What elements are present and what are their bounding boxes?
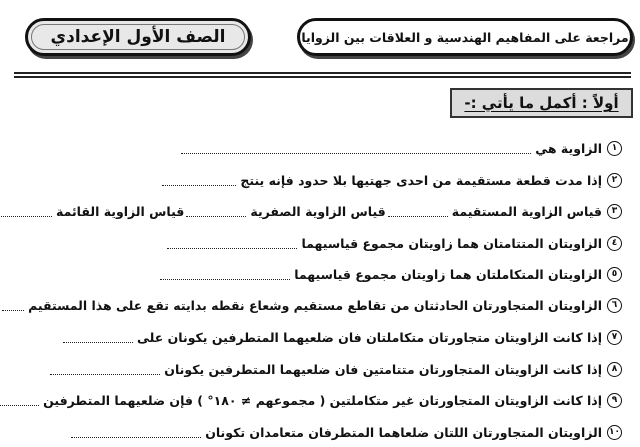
question-item-6 — [0, 295, 622, 315]
item-part-zero-angle: قياس الزاوية الصفرية — [250, 203, 386, 219]
topic-title-banner — [297, 18, 633, 56]
item-text: الزاويتان المتجاورتان الحادثتان من تقاطع مستقيم وشعاع نقطه بدايته تقع على هذا المستقيم — [28, 297, 602, 313]
answer-blank[interactable] — [0, 206, 52, 217]
question-item-2 — [160, 170, 622, 190]
item-number: ٦ — [607, 298, 622, 313]
question-item-1 — [179, 138, 622, 158]
item-part-straight-angle: قياس الزاوية المستقيمة — [451, 203, 602, 219]
answer-blank[interactable] — [162, 175, 236, 186]
item-number: ٤ — [607, 236, 622, 251]
section-heading-box — [450, 88, 633, 118]
grade-title: الصف الأول الإعدادي — [50, 27, 226, 47]
item-number: ٩ — [607, 393, 622, 408]
item-text: إذا كانت الزاويتان متجاورتان متكاملتان فان ضلعيهما المتطرفين يكونان على — [137, 329, 602, 345]
header-divider — [14, 72, 631, 74]
item-text: الزاويتان المتجاورتان اللتان ضلعاهما المتطرفان متعامدان تكونان — [205, 424, 602, 440]
question-item-8 — [48, 359, 622, 379]
answer-blank[interactable] — [186, 206, 246, 217]
item-number: ٥ — [607, 267, 622, 282]
section-title: أولاً : أكمل ما يأتي :- — [464, 94, 619, 112]
item-number: ١ — [607, 141, 622, 156]
item-number: ٣ — [607, 204, 622, 219]
item-text: إذا كانت الزاويتان المتجاورتان متتامتين فان ضلعيهما المتطرفين يكونان — [164, 361, 602, 377]
answer-blank[interactable] — [0, 395, 39, 406]
item-part-right-angle: قياس الزاوية القائمة — [56, 203, 185, 219]
item-text: الزاويتان المتتامتان هما زاويتان مجموع قياسيهما — [301, 235, 602, 251]
answer-blank[interactable] — [50, 364, 160, 375]
item-text: الزاويتان المتكاملتان هما زاويتان مجموع قياسيهما — [294, 266, 602, 282]
topic-title: مراجعة على المفاهيم الهندسية و العلاقات بين الزوايا — [301, 29, 629, 45]
item-number: ٧ — [607, 330, 622, 345]
question-item-10 — [69, 422, 622, 442]
item-text: إذا كانت الزاويتان المتجاورتان غير متكاملتين ( مجموعهم ≠ ١٨٠° ) فإن ضلعيهما المتطرفين — [43, 392, 602, 408]
answer-blank[interactable] — [2, 300, 24, 311]
question-item-4 — [165, 233, 622, 253]
question-item-9 — [0, 390, 622, 410]
answer-blank[interactable] — [63, 332, 133, 343]
answer-blank[interactable] — [181, 143, 531, 154]
item-text: الزاوية هي — [535, 140, 602, 156]
item-text: إذا مدت قطعة مستقيمة من احدى جهتيها بلا حدود فإنه ينتج — [240, 172, 602, 188]
item-number: ١٠ — [607, 425, 622, 440]
answer-blank[interactable] — [167, 238, 297, 249]
item-number: ٢ — [607, 173, 622, 188]
question-item-3 — [0, 201, 622, 221]
grade-banner — [25, 18, 251, 56]
question-item-7 — [61, 327, 622, 347]
question-item-5 — [158, 264, 622, 284]
answer-blank[interactable] — [71, 427, 201, 438]
header-divider-secondary — [14, 76, 631, 78]
answer-blank[interactable] — [160, 269, 290, 280]
item-number: ٨ — [607, 362, 622, 377]
answer-blank[interactable] — [388, 206, 448, 217]
